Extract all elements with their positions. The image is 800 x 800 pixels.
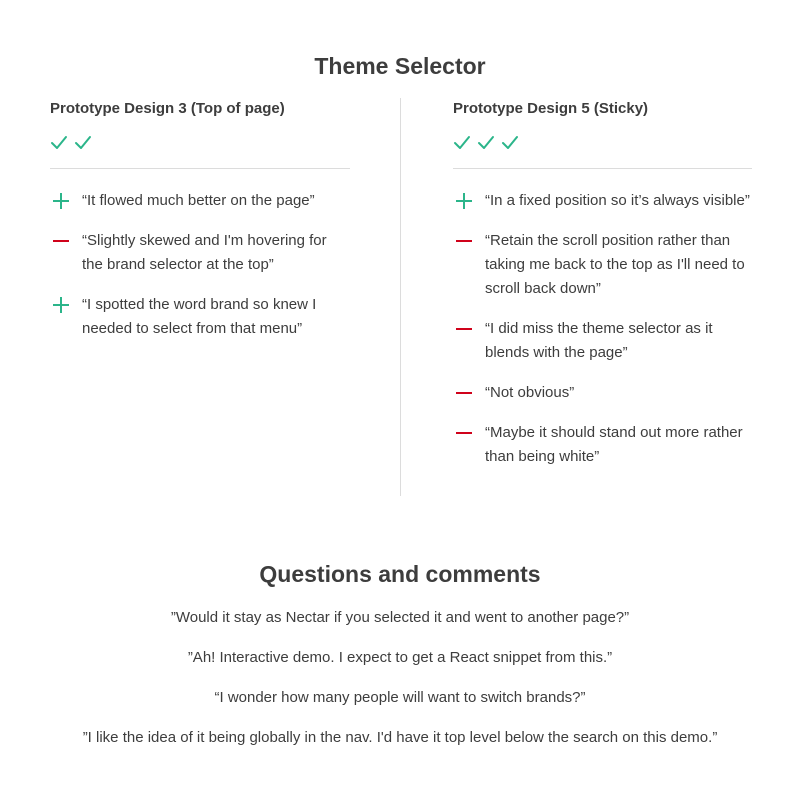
feedback-item-negative bbox=[453, 381, 753, 405]
feedback-list bbox=[50, 189, 350, 341]
feedback-text: “In a fixed position so it’s always visible” bbox=[485, 192, 750, 209]
comment: ”Would it stay as Nectar if you selected it and went to another page?” bbox=[170, 609, 630, 626]
feedback-item-negative bbox=[453, 229, 753, 301]
questions-title: Questions and comments bbox=[259, 561, 541, 587]
feedback-sign bbox=[453, 421, 485, 445]
feedback-item-negative bbox=[453, 317, 753, 365]
checkmark-icon bbox=[453, 131, 471, 155]
comments-list bbox=[0, 606, 800, 750]
feedback-sign bbox=[453, 317, 485, 341]
checkmark-icon bbox=[501, 131, 519, 155]
feedback-item-positive bbox=[50, 189, 350, 213]
design-column-right bbox=[453, 98, 753, 485]
feedback-list bbox=[453, 189, 753, 469]
design-heading: Prototype Design 3 (Top of page) bbox=[50, 100, 285, 117]
feedback-item-negative bbox=[50, 229, 350, 277]
questions-section bbox=[0, 560, 800, 766]
minus-icon bbox=[455, 320, 473, 338]
feedback-item-negative bbox=[453, 421, 753, 469]
plus-icon bbox=[52, 296, 70, 314]
divider bbox=[453, 168, 752, 169]
feedback-sign bbox=[50, 189, 82, 213]
feedback-text: “It flowed much better on the page” bbox=[82, 192, 315, 209]
feedback-text: “Slightly skewed and I'm hovering for the brand selector at the top” bbox=[82, 232, 327, 273]
comment: “I wonder how many people will want to switch brands?” bbox=[214, 689, 586, 706]
feedback-sign bbox=[453, 381, 485, 405]
divider bbox=[50, 168, 350, 169]
minus-icon bbox=[455, 384, 473, 402]
comment: ”I like the idea of it being globally in the nav. I'd have it top level below the search on this demo.” bbox=[82, 729, 718, 746]
checkmark-icon bbox=[74, 131, 92, 155]
rating-ticks bbox=[50, 131, 350, 155]
feedback-text: “Retain the scroll position rather than taking me back to the top as I'll need to scroll back down” bbox=[485, 232, 745, 297]
feedback-text: “I did miss the theme selector as it blends with the page” bbox=[485, 320, 713, 361]
feedback-item-positive bbox=[453, 189, 753, 213]
plus-icon bbox=[52, 192, 70, 210]
feedback-text: “Not obvious” bbox=[485, 384, 575, 401]
design-column-left bbox=[50, 98, 350, 357]
minus-icon bbox=[455, 424, 473, 442]
feedback-sign bbox=[50, 229, 82, 253]
feedback-item-positive bbox=[50, 293, 350, 341]
feedback-text: “I spotted the word brand so knew I needed to select from that menu” bbox=[82, 296, 317, 337]
page-title: Theme Selector bbox=[314, 53, 486, 79]
comment: ”Ah! Interactive demo. I expect to get a React snippet from this.” bbox=[187, 649, 613, 666]
feedback-text: “Maybe it should stand out more rather than being white” bbox=[485, 424, 743, 465]
column-divider bbox=[400, 98, 401, 496]
rating-ticks bbox=[453, 131, 753, 155]
feedback-sign bbox=[50, 293, 82, 317]
design-heading: Prototype Design 5 (Sticky) bbox=[453, 100, 649, 117]
minus-icon bbox=[52, 232, 70, 250]
checkmark-icon bbox=[50, 131, 68, 155]
minus-icon bbox=[455, 232, 473, 250]
checkmark-icon bbox=[477, 131, 495, 155]
feedback-sign bbox=[453, 229, 485, 253]
feedback-sign bbox=[453, 189, 485, 213]
plus-icon bbox=[455, 192, 473, 210]
